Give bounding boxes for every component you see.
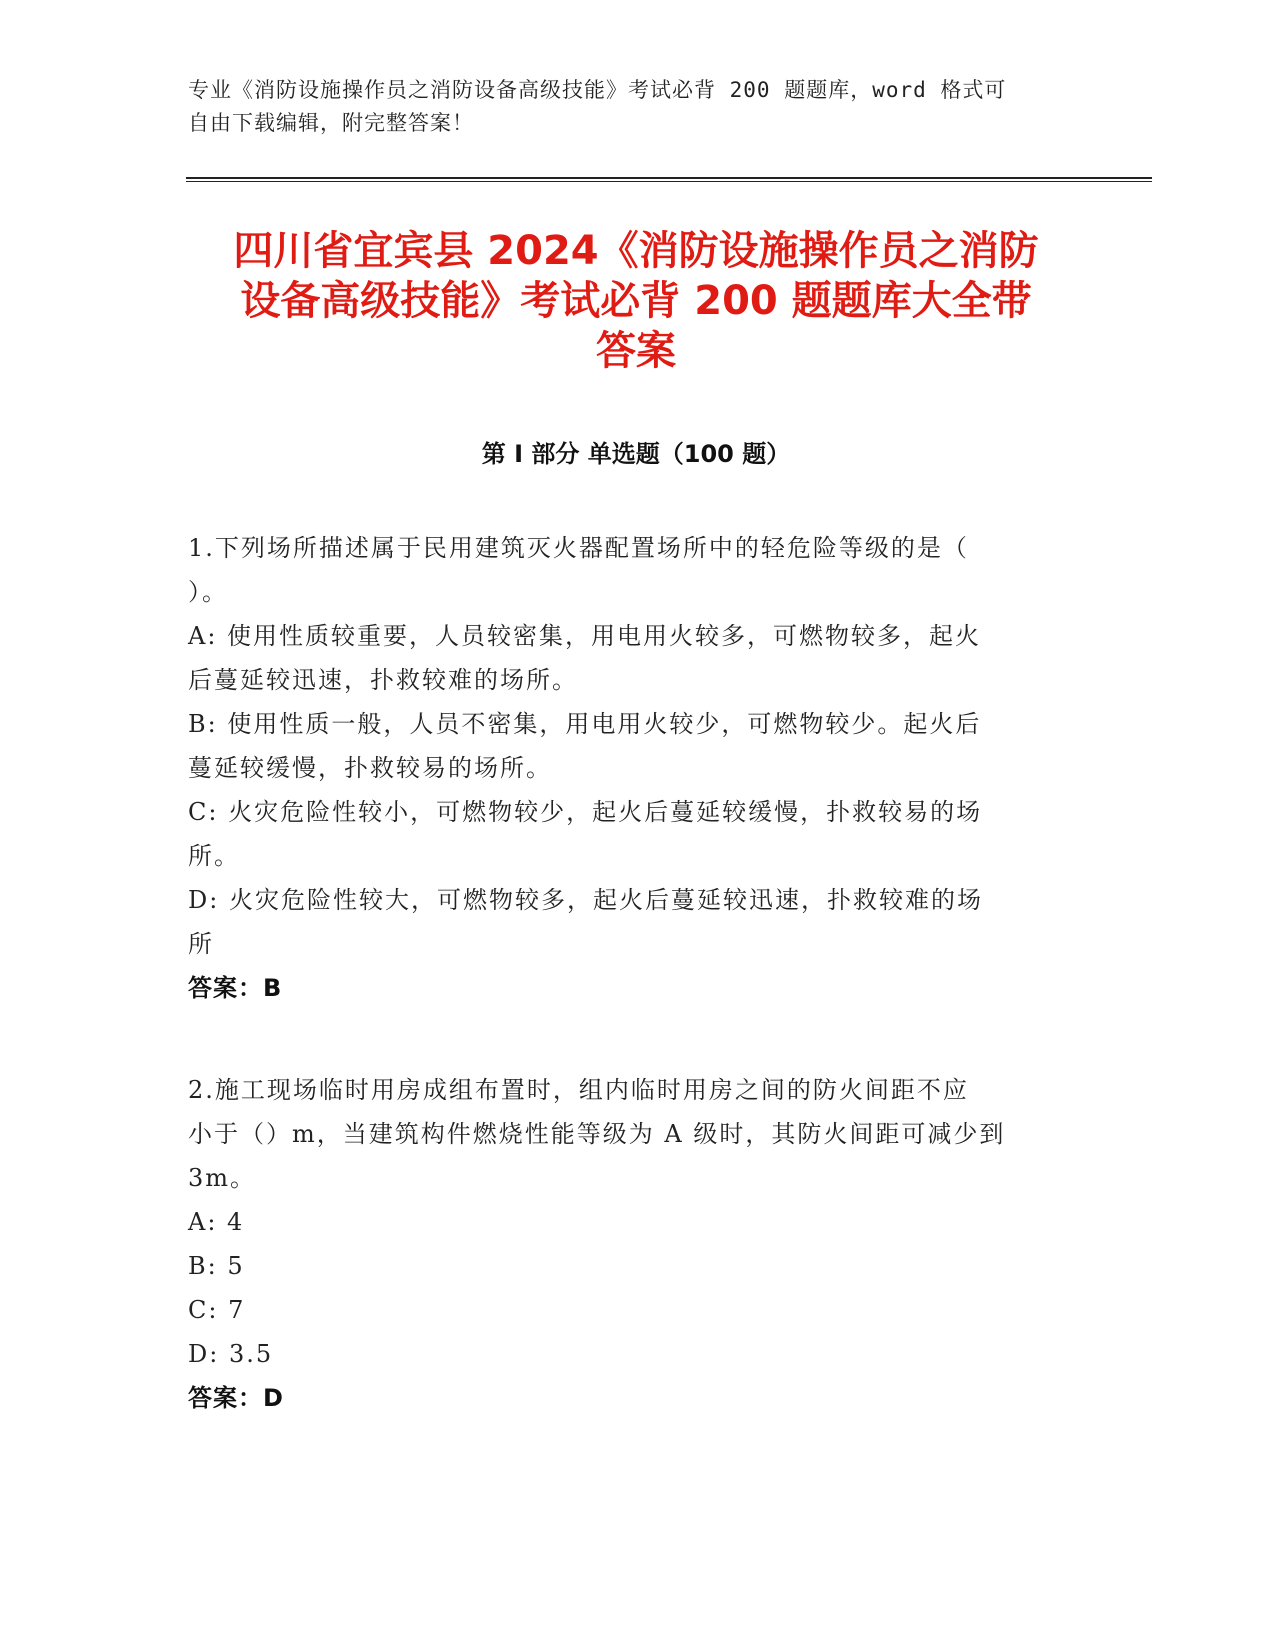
- question-stem-line: 3m。: [188, 1164, 257, 1192]
- question-stem-line: 小于（）m，当建筑构件燃烧性能等级为 A 级时，其防火间距可减少到: [188, 1120, 1006, 1148]
- question-stem-line: 1.下列场所描述属于民用建筑灭火器配置场所中的轻危险等级的是（: [188, 534, 969, 562]
- question-stem-line: 2.施工现场临时用房成组布置时，组内临时用房之间的防火间距不应: [188, 1076, 969, 1104]
- option-line: 后蔓延较迅速，扑救较难的场所。: [188, 666, 578, 694]
- option-line: D: 火灾危险性较大，可燃物较多，起火后蔓延较迅速，扑救较难的场: [188, 886, 983, 914]
- option-line: B: 使用性质一般，人员不密集，用电用火较少，可燃物较少。起火后: [188, 710, 982, 738]
- section-heading: 第 I 部分 单选题（100 题）: [481, 440, 791, 468]
- header-divider-thick: [186, 177, 1152, 179]
- title-line: 四川省宜宾县 2024《消防设施操作员之消防: [233, 228, 1039, 274]
- option-line: D: 3.5: [188, 1340, 274, 1368]
- header-note: [188, 74, 1088, 140]
- answer-label: 答案：B: [188, 974, 283, 1002]
- title-line: 答案: [596, 328, 676, 374]
- header-note-line: 自由下载编辑，附完整答案！: [188, 111, 474, 135]
- document-title: [186, 226, 1086, 376]
- header-divider-thin: [186, 181, 1152, 182]
- header-note-line: 专业《消防设施操作员之消防设备高级技能》考试必背 200 题题库，word 格式可: [188, 78, 1007, 102]
- answer-label: 答案：D: [188, 1384, 284, 1412]
- option-line: 蔓延较缓慢，扑救较易的场所。: [188, 754, 552, 782]
- question-1: [188, 526, 1078, 1010]
- question-2: [188, 1068, 1078, 1420]
- option-line: C: 火灾危险性较小，可燃物较少，起火后蔓延较缓慢，扑救较易的场: [188, 798, 983, 826]
- title-line: 设备高级技能》考试必背 200 题题库大全带: [240, 278, 1032, 324]
- option-line: 所。: [188, 842, 240, 870]
- option-line: 所: [188, 930, 214, 958]
- question-stem-line: ）。: [188, 578, 228, 606]
- option-line: A: 使用性质较重要，人员较密集，用电用火较多，可燃物较多，起火: [188, 622, 982, 650]
- option-line: C: 7: [188, 1296, 246, 1324]
- option-line: B: 5: [188, 1252, 245, 1280]
- option-line: A: 4: [188, 1208, 245, 1236]
